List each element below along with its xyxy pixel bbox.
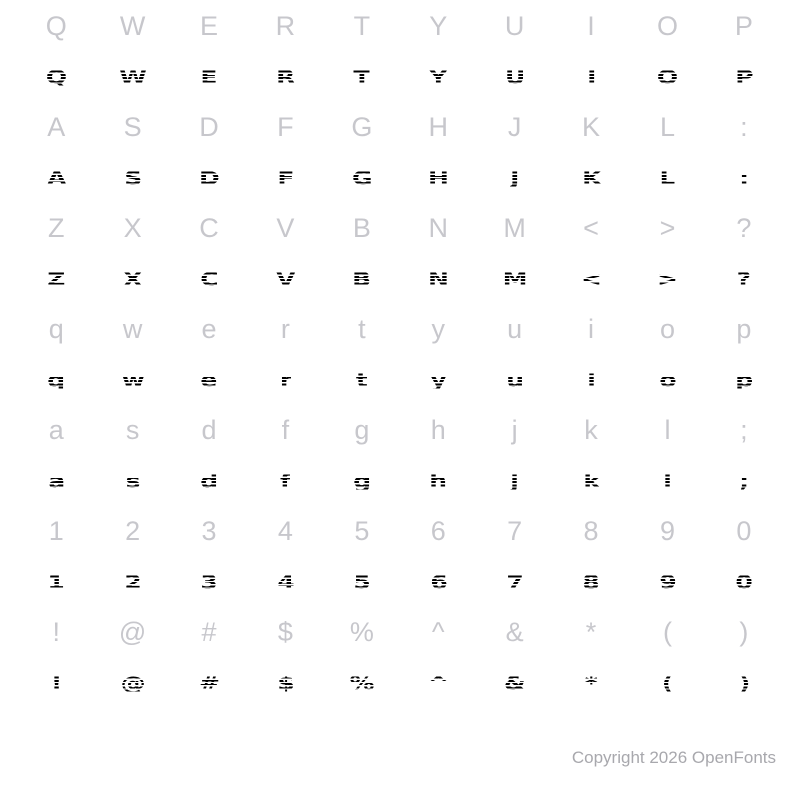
glyph-char-6 — [476, 370, 552, 390]
key-char-4: 5 — [354, 515, 370, 546]
key-row-symbols — [18, 606, 782, 658]
glyph-sample: N — [428, 267, 449, 290]
glyph-char-3 — [247, 168, 323, 188]
key-char-1: W — [119, 10, 146, 41]
key-char-1: 2 — [125, 515, 141, 546]
key-char-5: H — [428, 111, 448, 142]
key-char-4: G — [351, 111, 373, 142]
glyph-char-7 — [553, 471, 629, 491]
glyph-char-8 — [629, 370, 705, 390]
key-char-9: ; — [740, 414, 748, 445]
glyph-char-0 — [18, 168, 94, 188]
glyph-sample: ^ — [428, 671, 449, 694]
glyph-char-1 — [94, 471, 170, 491]
glyph-sample: i — [587, 368, 596, 391]
glyph-sample: a — [48, 469, 65, 492]
glyph-char-9 — [706, 168, 782, 188]
glyph-sample: 4 — [277, 570, 294, 593]
glyph-sample: k — [583, 469, 600, 492]
glyph-sample: W — [119, 65, 147, 88]
glyph-row-symbols — [18, 658, 782, 707]
glyph-sample: 0 — [735, 570, 753, 593]
glyph-char-4 — [324, 269, 400, 289]
key-char-6: M — [503, 212, 526, 243]
key-char-1: X — [123, 212, 142, 243]
glyph-char-6 — [476, 471, 552, 491]
glyph-char-8 — [629, 269, 705, 289]
glyph-sample: % — [349, 671, 375, 694]
glyph-sample: ; — [739, 469, 749, 492]
glyph-sample: 5 — [353, 570, 371, 593]
glyph-sample: 2 — [124, 570, 141, 593]
key-char-0: Z — [47, 212, 65, 243]
glyph-sample: ! — [50, 671, 62, 694]
glyph-sample: ) — [738, 671, 750, 694]
glyph-char-9 — [706, 67, 782, 87]
key-char-9: 0 — [736, 515, 752, 546]
key-char-2: 3 — [201, 515, 217, 546]
glyph-char-4 — [324, 572, 400, 592]
glyph-sample: q — [47, 368, 65, 391]
glyph-char-3 — [247, 269, 323, 289]
key-char-3: $ — [277, 616, 293, 647]
key-char-8: l — [664, 414, 671, 445]
glyph-char-7 — [553, 269, 629, 289]
key-row-zxcv-upper — [18, 202, 782, 254]
key-char-2: d — [201, 414, 217, 445]
key-char-6: j — [511, 414, 518, 445]
glyph-sample: M — [502, 267, 527, 290]
key-char-0: ! — [52, 616, 60, 647]
key-char-1: S — [123, 111, 142, 142]
key-row-asdf-upper — [18, 101, 782, 153]
glyph-char-8 — [629, 67, 705, 87]
glyph-char-7 — [553, 673, 629, 693]
glyph-sample: 7 — [506, 570, 524, 593]
key-char-5: h — [430, 414, 446, 445]
glyph-char-9 — [706, 673, 782, 693]
glyph-sample: d — [200, 469, 218, 492]
glyph-char-6 — [476, 67, 552, 87]
glyph-sample: 3 — [200, 570, 218, 593]
key-char-2: C — [199, 212, 219, 243]
key-char-6: J — [507, 111, 522, 142]
key-char-5: y — [431, 313, 445, 344]
key-row-qwerty-upper — [18, 0, 782, 52]
glyph-char-1 — [94, 673, 170, 693]
key-char-3: r — [280, 313, 290, 344]
glyph-char-3 — [247, 67, 323, 87]
glyph-row-qwerty-lower — [18, 355, 782, 404]
key-char-7: 8 — [583, 515, 599, 546]
key-char-6: U — [504, 10, 525, 41]
glyph-sample: & — [504, 671, 526, 694]
glyph-char-5 — [400, 471, 476, 491]
glyph-sample: < — [580, 267, 602, 290]
glyph-char-3 — [247, 370, 323, 390]
key-row-asdf-lower — [18, 404, 782, 456]
glyph-sample: 1 — [47, 570, 65, 593]
glyph-char-4 — [324, 67, 400, 87]
key-char-5: 6 — [430, 515, 446, 546]
glyph-char-7 — [553, 370, 629, 390]
key-row-digits — [18, 505, 782, 557]
key-char-5: Y — [429, 10, 448, 41]
key-char-4: B — [352, 212, 371, 243]
glyph-sample: D — [198, 166, 220, 189]
glyph-sample: G — [351, 166, 372, 189]
glyph-char-5 — [400, 168, 476, 188]
glyph-char-3 — [247, 572, 323, 592]
glyph-char-2 — [171, 67, 247, 87]
glyph-char-2 — [171, 673, 247, 693]
glyph-sample: Y — [429, 65, 447, 88]
key-char-0: q — [48, 313, 64, 344]
glyph-char-2 — [171, 168, 247, 188]
key-char-6: & — [505, 616, 524, 647]
glyph-char-6 — [476, 572, 552, 592]
glyph-char-9 — [706, 370, 782, 390]
glyph-sample: j — [510, 469, 519, 492]
key-char-6: 7 — [507, 515, 523, 546]
key-char-7: I — [587, 10, 595, 41]
key-char-7: * — [585, 616, 597, 647]
key-row-qwerty-lower — [18, 303, 782, 355]
glyph-sample: l — [663, 469, 672, 492]
glyph-char-5 — [400, 370, 476, 390]
glyph-sample: g — [353, 469, 371, 492]
glyph-sample: f — [280, 469, 291, 492]
key-char-2: # — [201, 616, 217, 647]
glyph-char-2 — [171, 572, 247, 592]
key-char-3: V — [276, 212, 295, 243]
glyph-char-2 — [171, 471, 247, 491]
key-char-3: f — [281, 414, 290, 445]
key-char-9: p — [736, 313, 752, 344]
glyph-char-5 — [400, 572, 476, 592]
key-char-4: T — [353, 10, 371, 41]
glyph-row-qwerty-upper — [18, 52, 782, 101]
key-char-9: ? — [736, 212, 752, 243]
glyph-sample: K — [581, 166, 601, 189]
glyph-sample: ( — [662, 671, 673, 694]
glyph-char-0 — [18, 673, 94, 693]
glyph-sample: B — [352, 267, 372, 290]
glyph-sample: Z — [47, 267, 65, 290]
glyph-char-5 — [400, 673, 476, 693]
key-char-0: Q — [45, 10, 67, 41]
glyph-char-0 — [18, 269, 94, 289]
key-char-7: K — [582, 111, 601, 142]
key-char-2: E — [200, 10, 219, 41]
key-char-7: k — [584, 414, 598, 445]
glyph-char-8 — [629, 168, 705, 188]
glyph-char-4 — [324, 370, 400, 390]
glyph-sample: V — [276, 267, 295, 290]
glyph-sample: $ — [277, 671, 294, 694]
glyph-char-2 — [171, 370, 247, 390]
glyph-sample: y — [430, 368, 447, 391]
glyph-sample: 9 — [659, 570, 676, 593]
glyph-sample: C — [200, 267, 218, 290]
glyph-char-3 — [247, 471, 323, 491]
glyph-sample: U — [504, 65, 525, 88]
glyph-char-8 — [629, 572, 705, 592]
key-char-3: 4 — [277, 515, 293, 546]
glyph-row-asdf-upper — [18, 153, 782, 202]
copyright-notice: Copyright 2026 OpenFonts — [571, 748, 776, 767]
glyph-char-0 — [18, 370, 94, 390]
glyph-sample: F — [277, 166, 294, 189]
glyph-sample: R — [276, 65, 295, 88]
glyph-sample: u — [506, 368, 524, 391]
key-char-7: i — [588, 313, 595, 344]
glyph-char-1 — [94, 67, 170, 87]
glyph-sample: * — [584, 671, 598, 694]
glyph-row-digits — [18, 557, 782, 606]
glyph-char-4 — [324, 673, 400, 693]
glyph-char-4 — [324, 471, 400, 491]
key-char-8: O — [656, 10, 678, 41]
glyph-char-4 — [324, 168, 400, 188]
glyph-char-0 — [18, 572, 94, 592]
key-char-6: u — [507, 313, 523, 344]
key-char-9: ) — [739, 616, 749, 647]
glyph-char-9 — [706, 269, 782, 289]
glyph-sample: Q — [45, 65, 67, 88]
key-char-9: : — [740, 111, 748, 142]
key-char-3: R — [275, 10, 296, 41]
glyph-sample: # — [198, 671, 220, 694]
glyph-sample: S — [123, 166, 142, 189]
glyph-char-5 — [400, 269, 476, 289]
key-char-0: 1 — [48, 515, 64, 546]
glyph-sample: 6 — [429, 570, 447, 593]
glyph-char-3 — [247, 673, 323, 693]
key-char-8: 9 — [659, 515, 675, 546]
glyph-row-asdf-lower — [18, 456, 782, 505]
glyph-sample: I — [586, 65, 596, 88]
glyph-sample: J — [510, 166, 519, 189]
key-char-4: g — [354, 414, 370, 445]
key-char-8: L — [659, 111, 675, 142]
glyph-sample: L — [659, 166, 676, 189]
glyph-char-5 — [400, 67, 476, 87]
key-char-2: D — [199, 111, 219, 142]
key-char-4: t — [358, 313, 366, 344]
glyph-char-1 — [94, 572, 170, 592]
key-char-2: e — [201, 313, 217, 344]
glyph-char-8 — [629, 673, 705, 693]
glyph-char-8 — [629, 471, 705, 491]
key-char-1: s — [125, 414, 140, 445]
key-char-8: o — [659, 313, 675, 344]
glyph-char-7 — [553, 168, 629, 188]
glyph-sample: H — [428, 166, 449, 189]
glyph-char-0 — [18, 471, 94, 491]
glyph-char-9 — [706, 471, 782, 491]
key-char-8: ( — [662, 616, 672, 647]
key-char-7: < — [583, 212, 599, 243]
key-char-0: A — [47, 111, 66, 142]
key-char-3: F — [277, 111, 294, 142]
glyph-sample: h — [429, 469, 447, 492]
glyph-row-zxcv-upper — [18, 254, 782, 303]
key-char-5: N — [428, 212, 448, 243]
glyph-sample: s — [125, 469, 140, 492]
glyph-sample: e — [200, 368, 218, 391]
glyph-char-7 — [553, 67, 629, 87]
glyph-char-7 — [553, 572, 629, 592]
key-char-1: w — [122, 313, 143, 344]
glyph-sample: E — [200, 65, 218, 88]
glyph-char-6 — [476, 269, 552, 289]
glyph-char-1 — [94, 370, 170, 390]
glyph-sample: A — [46, 166, 66, 189]
glyph-sample: T — [353, 65, 371, 88]
glyph-char-0 — [18, 67, 94, 87]
glyph-sample: : — [739, 166, 749, 189]
glyph-char-9 — [706, 572, 782, 592]
glyph-char-6 — [476, 168, 552, 188]
glyph-sample: > — [657, 267, 678, 290]
glyph-sample: t — [356, 368, 368, 391]
key-char-8: > — [659, 212, 676, 243]
key-char-1: @ — [118, 616, 147, 647]
glyph-sample: X — [123, 267, 142, 290]
glyph-sample: w — [121, 368, 144, 391]
key-char-4: % — [349, 616, 374, 647]
glyph-char-2 — [171, 269, 247, 289]
glyph-sample: O — [657, 65, 678, 88]
glyph-sample: 8 — [582, 570, 600, 593]
glyph-sample: o — [659, 368, 676, 391]
key-char-0: a — [48, 414, 64, 445]
glyph-sample: ? — [736, 267, 751, 290]
glyph-char-1 — [94, 168, 170, 188]
key-char-5: ^ — [431, 616, 445, 647]
glyph-sample: P — [734, 65, 753, 88]
key-char-9: P — [734, 10, 753, 41]
glyph-char-6 — [476, 673, 552, 693]
glyph-char-1 — [94, 269, 170, 289]
glyph-sample: @ — [120, 671, 145, 694]
glyph-sample: p — [735, 368, 753, 391]
glyph-sample: r — [279, 368, 292, 391]
